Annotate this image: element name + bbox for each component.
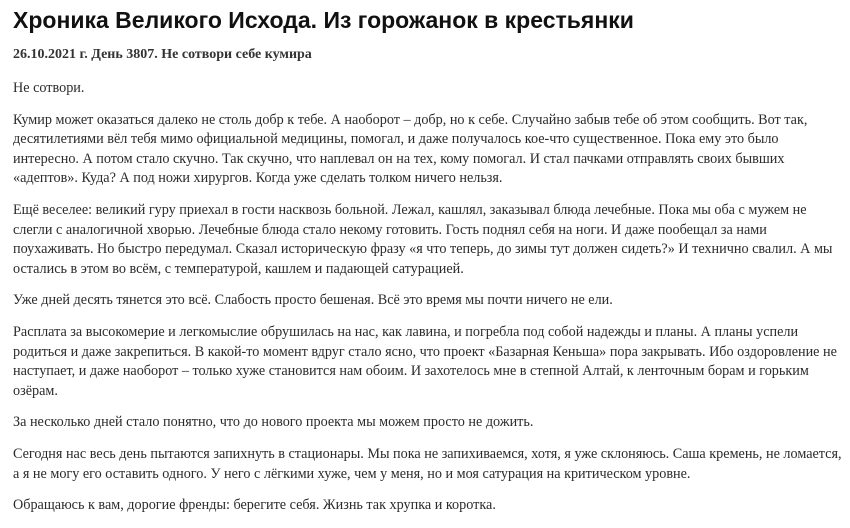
post-paragraph: За несколько дней стало понятно, что до нового проекта мы можем просто не дожить. xyxy=(13,414,534,431)
post-paragraph: Расплата за высокомерие и легкомыслие обрушилась на нас, как лавина, и погребла под собой надежды и планы. А планы успели родиться и даже закрепиться. В какой-то момент вдруг стало ясно, что проект «Базарная Кеньша» пора закрывать. Ибо оздоровление не наступает, и даже наоборот – только хуже становится нам обоим. И захотелось мне в степной Алтай, к ленточным борам и горьким озёрам. xyxy=(13,323,837,399)
blog-post xyxy=(13,4,843,528)
post-paragraph: Сегодня нас весь день пытаются запихнуть в стационары. Мы пока не запихиваемся, хотя, я уже склоняюсь. Саша кремень, не ломается, а я не могу его оставить одного. У него с лёгкими хуже, чем у меня, но и моя сатурация на критическом уровне. xyxy=(13,445,842,482)
post-paragraph: Ещё веселее: великий гуру приехал в гости насквозь больной. Лежал, кашлял, заказывал блюда лечебные. Пока мы оба с мужем не слегли с аналогичной хворью. Лечебные блюда стало некому готовить. Гость поднял себя на ноги. И даже пообещал за нами поухаживать. Но быстро передумал. Сказал историческую фразу «я что теперь, до зимы тут должен сидеть?» И технично свалил. А мы остались в этом во всём, с температурой, кашлем и падающей сатурацией. xyxy=(13,201,833,277)
post-paragraph: Не сотвори. xyxy=(13,80,85,96)
post-title: Хроника Великого Исхода. Из горожанок в крестьянки xyxy=(13,7,634,33)
post-paragraph: Обращаюсь к вам, дорогие френды: берегите себя. Жизнь так хрупка и коротка. xyxy=(13,497,496,514)
post-paragraph: Уже дней десять тянется это всё. Слабость просто бешеная. Всё это время мы почти ничего не ели. xyxy=(13,292,613,309)
post-paragraph: Кумир может оказаться далеко не столь добр к тебе. А наоборот – добр, но к себе. Случайно забыв тебе об этом сообщить. Вот так, десятилетиями вёл тебя мимо официальной медицины, помогал, и даже получалось кое-что существенное. Пока ему это было интересно. А потом стало скучно. Так скучно, что наплевал он на тех, кому помогал. И стал пачками отправлять своих бывших «адептов». Куда? А под ножи хирургов. Когда уже сделать толком ничего нельзя. xyxy=(13,111,808,187)
post-subtitle: 26.10.2021 г. День 3807. Не сотвори себе кумира xyxy=(13,47,312,62)
post-body xyxy=(13,79,843,516)
